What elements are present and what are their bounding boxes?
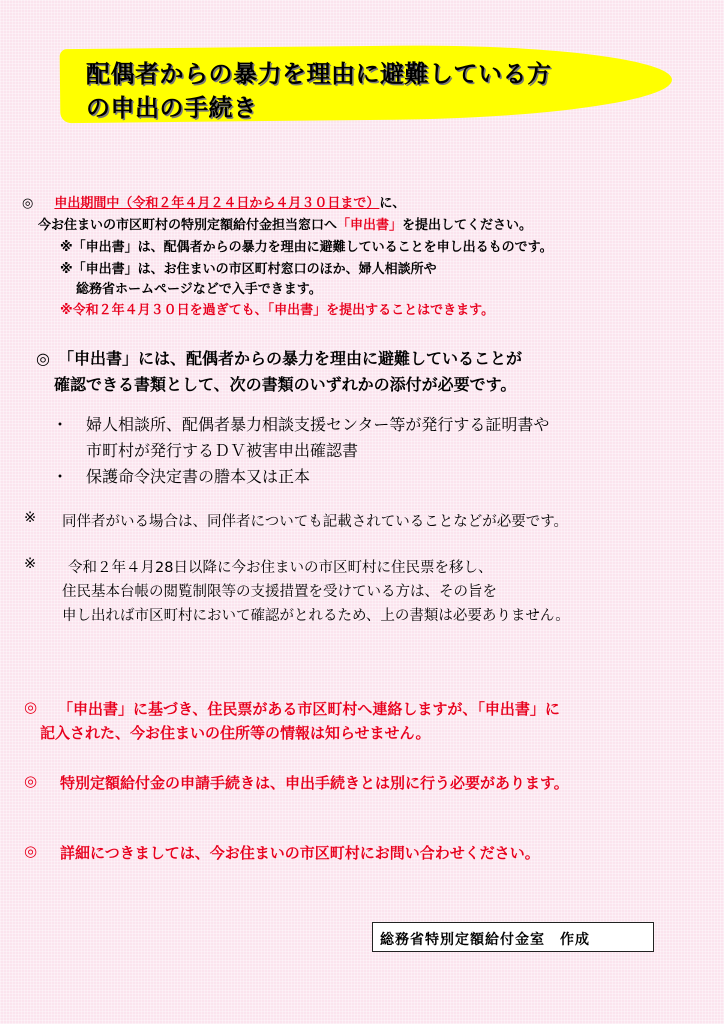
notice-mark: ◎ [24,842,38,860]
section1-note2a: ※「申出書」は、お住まいの市区町村窓口のほか、婦人相談所や [60,262,437,277]
bullet-mark: ・ [52,467,69,486]
section1-note2b: 総務省ホームページなどで入手できます。 [76,282,322,297]
document-item-2: 保護命令決定書の謄本又は正本 [86,467,311,486]
note-companion: 同伴者がいる場合は、同伴者についても記載されていることなどが必要です。 [62,514,569,530]
note-residence-b: 住民基本台帳の閲覧制限等の支援措置を受けている方は、その旨を [62,584,497,600]
notice-contact-a: 「申出書」に基づき、住民票がある市区町村へ連絡しますが、「申出書」に [58,700,560,718]
notice-mark: ◎ [24,772,38,790]
notice-mark: ◎ [24,698,38,716]
note-mark: ※ [24,510,37,526]
author-credit: 総務省特別定額給付金室 作成 [380,932,590,948]
section1-line1 [22,192,405,211]
note-mark: ※ [24,556,37,572]
section1-note1: ※「申出書」は、配偶者からの暴力を理由に避難していることを申し出るものです。 [60,240,553,255]
bullet-mark: ◎ [22,196,34,211]
section2-line2: 確認できる書類として、次の書類のいずれかの添付が必要です。 [54,375,517,394]
page-title-line1: 配偶者からの暴力を理由に避難している方 [86,60,552,88]
note-residence-c: 申し出れば市区町村において確認がとれるため、上の書類は必要ありません。 [62,608,570,624]
section2-line1: ◎ 「申出書」には、配偶者からの暴力を理由に避難していることが [36,349,522,368]
document-item-1a: 婦人相談所、配偶者暴力相談支援センター等が発行する証明書や [86,415,550,434]
submit-form-name: 「申出書」 [337,218,403,233]
notice-contact-b: 記入された、今お住まいの住所等の情報は知らせません。 [40,724,431,742]
section1-note3: ※令和２年４月３０日を過ぎても、「申出書」を提出することはできます。 [60,303,495,318]
notice-inquiry: 詳細につきましては、今お住まいの市区町村にお問い合わせください。 [60,844,540,862]
bullet-mark: ・ [52,415,69,434]
document-item-1b: 市町村が発行するＤＶ被害申出確認書 [86,441,359,460]
application-period: 申出期間中（令和２年４月２４日から４月３０日まで） [54,196,380,211]
note-residence-a: 令和２年４月28日以降に今お住まいの市区町村に住民票を移し、 [68,560,493,576]
notice-separate-application: 特別定額給付金の申請手続きは、申出手続きとは別に行う必要があります。 [60,774,569,792]
section1-line2 [38,214,532,233]
submit-instruction-a: 今お住まいの市区町村の特別定額給付金担当窓口へ [38,218,338,233]
page-title-line2: の申出の手続き [86,94,258,122]
application-period-tail: に、 [379,196,406,211]
submit-instruction-c: を提出してください。 [402,218,533,233]
